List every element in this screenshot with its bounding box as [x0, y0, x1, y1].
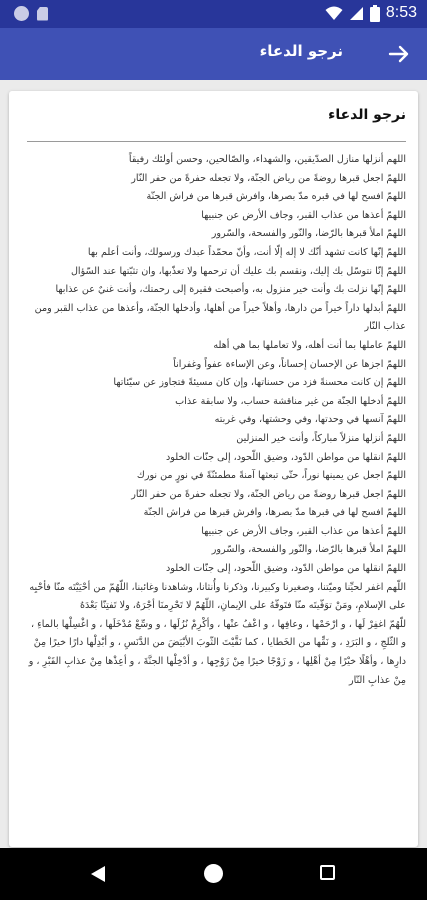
- prayer-line: اللهمّ انقلها من مواطن الدّود، وضيق اللّحود، إلى جنّات الخلود: [165, 563, 406, 575]
- prayer-line: اللهمّ اجعل قبرها روضةً من رياض الجنّة، ولا تجعله حفرةً من حفر النّار: [131, 172, 406, 184]
- status-bar: [0, 0, 427, 28]
- battery-icon: [370, 5, 380, 22]
- prayer-text: [27, 151, 406, 690]
- prayer-line: اللهمّ إنّها كانت تشهد أنّك لا إله إلّا أنت، وأنّ محمّداً عبدك ورسولك، وأنت أعلم بها: [87, 246, 406, 258]
- prayer-line: اللّهم اغفر لحيِّنا وميّتنا، وصغيرنا وكبيرنا، وذكرنا وأُنثانا، وشاهدنا وغائبنا، اللّهُمّ من أحْيَيْتَه منّا فأحْيِه على الإسلامِ، ومَنْ توَفّيتَه منّا فتَوفّهُ على الإيمانِ، اللّهُمّ لا تَحْرِمنَا أجْرَهُ، ولا تَفتِنّا بَعْدَهُ: [29, 581, 406, 612]
- title-divider: [27, 141, 406, 142]
- prayer-line: اللهمّ إنّها نزلت بك وأنت خير منزول به، وأصبحت فقيرة إلى رحمتك، وأنت غنيٌ عن عذابها: [55, 284, 406, 296]
- back-triangle-icon[interactable]: [88, 864, 108, 884]
- prayer-line: اللهمّ اجعل قبرها روضةً من رياض الجنّة، ولا تجعله حفرةً من حفر النّار: [131, 488, 406, 500]
- status-right-icons: [325, 4, 417, 22]
- home-circle-icon[interactable]: [204, 864, 223, 883]
- prayer-line: اللهمّ اجعل عن يمينها نوراً، حتّى تبعثها آمنةً مطمئنّةً في نورٍ من نورك: [136, 470, 406, 482]
- card-title: نرجو الدعاء: [328, 107, 406, 123]
- prayer-line: اللهمّ افسح لها في قبرها مدّ بصرها، وافرش قبرها من فراش الجنّة: [143, 507, 406, 519]
- prayer-line: اللهمّ أعذها من عذاب القبر، وجاف الأرض عن جنبيها: [201, 209, 406, 221]
- sd-card-icon: [37, 7, 48, 21]
- prayer-line: اللهمّ إن كانت محسنةً فزد من حسناتها، وإن كان مسيئةً فتجاوز عن سيّئاتها: [113, 377, 406, 389]
- prayer-line: اللهمّ املأ قبرها بالرّضا، والنّور والفسحة، والسّرور: [211, 228, 406, 240]
- prayer-line: اللهمّ أدخلها الجنّة من غير مناقشة حساب، ولا سابقة عذاب: [175, 395, 406, 407]
- prayer-line: اللهمّ إنّا نتوسّل بك إليك، ونقسم بك عليك أن ترحمها ولا تعذّبها، وان تثبّتها عند السّؤال: [70, 265, 406, 277]
- prayer-card: [9, 91, 418, 847]
- prayer-line: اللهمّ آنسها في وحدتها، وفي وحشتها، وفي غربته: [214, 414, 406, 426]
- prayer-line: اللهمّ املأ قبرها بالرّضا، والنّور والفسحة، والسّرور: [211, 544, 406, 556]
- app-bar: [0, 28, 427, 80]
- wifi-icon: [325, 6, 343, 21]
- prayer-line: للّهُمّ اغفِرْ لَها ، و ارْحَمْها ، وعافِها ، و اعْفُ عنْها ، وأكْرِمْ نُزُلَها ، و وسِّعْ مُدْخَلَها ، و اغْسِلْها بالماءِ ، و الثّلجِ ، و البَرَدِ ، و نَقِّها من الخَطايا ، كما نَقَّيْتَ الثّوبَ الأبْيَضَ من الدَّنَسِ ، و أبْدِلْها دارًا خيرًا مِنْ دارِها ، وأهْلًا خيْرًا مِنْ أهْلِها ، و زَوْجًا خيرًا مِنْ زَوْجِها ، و أدْخِلْها الجنَّةَ ، و أعِذْها مِنْ عذابِ القَبْرِ ، و مِنْ عذابِ النّار: [28, 618, 406, 686]
- status-time: 8:53: [385, 4, 417, 21]
- prayer-line: اللهمّ أنزلها منزلاً مباركاً، وأنت خير المنزلين: [236, 432, 406, 444]
- recents-square-icon[interactable]: [320, 865, 335, 880]
- prayer-line: اللهم أنزلها منازل الصدّيقين، والشهداء، والصّالحين، وحسن أولئك رفيقاً: [128, 154, 406, 165]
- prayer-line: اللهمّ افسح لها في قبره مدّ بصرها، وافرش قبرها من فراش الجنّة: [146, 191, 406, 203]
- prayer-line: اللهمّ أعذها من عذاب القبر، وجاف الأرض عن جنبيها: [201, 525, 406, 537]
- navigation-bar: [0, 848, 427, 900]
- prayer-line: اللهمّ عاملها بما أنت أهله، ولا تعاملها بما هي أهله: [213, 339, 406, 351]
- prayer-line: اللهمّ اجزها عن الإحسان إحساناً، وعن الإساءة عفواً وغفراناً: [173, 358, 406, 370]
- arrow-right-icon[interactable]: [387, 42, 411, 66]
- prayer-line: اللهمّ أبدلها داراً خيراً من دارها، وأهلاً خيراً من أهلها، وأدخلها الجنّة، وأعذها من عذاب القبر ومن عذاب النّار: [34, 302, 406, 333]
- app-bar-title: نرجو الدعاء: [259, 42, 343, 60]
- prayer-line: اللهمّ انقلها من مواطن الدّود، وضيق اللّحود، إلى جنّات الخلود: [165, 451, 406, 463]
- status-left-icons: [14, 6, 48, 21]
- signal-icon: [349, 6, 364, 21]
- notification-dot-icon: [14, 6, 29, 21]
